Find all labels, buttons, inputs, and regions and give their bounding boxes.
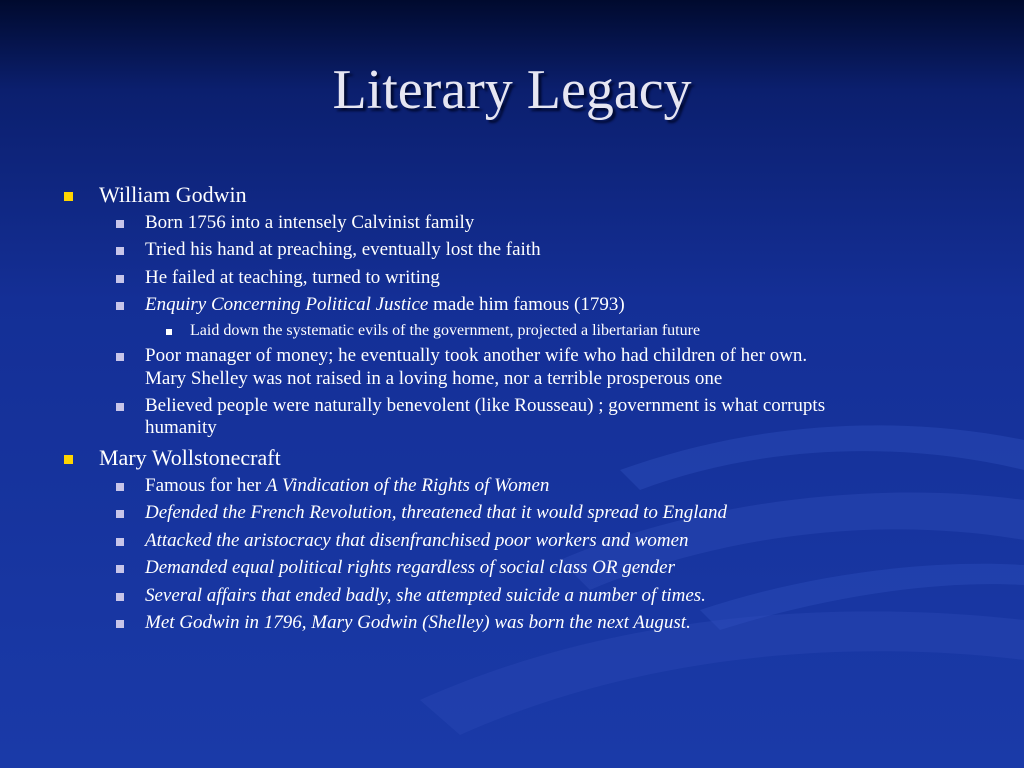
bullet-icon bbox=[116, 247, 124, 255]
wollstonecraft-affairs bbox=[145, 585, 706, 607]
enquiry-title: Enquiry Concerning Political Justice bbox=[145, 294, 429, 315]
godwin-benevolent-line2: humanity bbox=[145, 417, 217, 438]
slide-title: Literary Legacy bbox=[332, 59, 692, 121]
wollstonecraft-heading: Mary Wollstonecraft bbox=[99, 445, 281, 470]
wollstonecraft-famous bbox=[145, 475, 549, 497]
godwin-money-line1: Poor manager of money; he eventually took another wife who had children of her own. bbox=[145, 345, 808, 366]
vindication-title: A Vindication of the Rights of Women bbox=[265, 475, 550, 496]
bullet-icon bbox=[116, 565, 124, 573]
bullet-icon bbox=[116, 483, 124, 491]
bullet-icon bbox=[116, 302, 124, 310]
bullet-icon bbox=[116, 220, 124, 228]
bullet-icon bbox=[64, 455, 73, 464]
bullet-icon bbox=[116, 275, 124, 283]
demanded-text: Demanded equal political rights regardless of social class OR gender bbox=[145, 557, 676, 578]
affairs-text: Several affairs that ended badly, she attempted suicide a number of times. bbox=[145, 585, 706, 606]
met-text: Met Godwin in 1796, Mary Godwin (Shelley) was born the next August. bbox=[145, 612, 691, 633]
bullet-icon bbox=[116, 510, 124, 518]
bullet-icon bbox=[166, 329, 172, 335]
godwin-money-line2: Mary Shelley was not raised in a loving home, nor a terrible prosperous one bbox=[145, 368, 723, 389]
godwin-teaching: He failed at teaching, turned to writing bbox=[145, 267, 440, 288]
bullet-icon bbox=[116, 403, 124, 411]
wollstonecraft-demanded bbox=[145, 557, 675, 579]
attacked-text: Attacked the aristocracy that disenfranchised poor workers and women bbox=[145, 530, 689, 551]
godwin-born: Born 1756 into a intensely Calvinist family bbox=[145, 212, 475, 233]
famous-prefix: Famous for her bbox=[145, 475, 266, 496]
wollstonecraft-defended bbox=[145, 502, 727, 524]
wollstonecraft-attacked bbox=[145, 530, 689, 552]
godwin-benevolent-line1: Believed people were naturally benevolent (like Rousseau) ; government is what corrupts bbox=[145, 395, 826, 416]
bullet-icon bbox=[116, 538, 124, 546]
bullet-icon bbox=[116, 353, 124, 361]
godwin-evils: Laid down the systematic evils of the government, projected a libertarian future bbox=[190, 322, 701, 339]
wollstonecraft-met bbox=[145, 612, 691, 634]
bullet-icon bbox=[64, 192, 73, 201]
enquiry-rest: made him famous (1793) bbox=[428, 294, 625, 315]
defended-text: Defended the French Revolution, threatened that it would spread to England bbox=[145, 502, 728, 523]
bullet-icon bbox=[116, 593, 124, 601]
godwin-enquiry bbox=[145, 294, 625, 316]
godwin-heading: William Godwin bbox=[99, 182, 247, 207]
bullet-icon bbox=[116, 620, 124, 628]
godwin-preaching: Tried his hand at preaching, eventually lost the faith bbox=[145, 239, 541, 260]
